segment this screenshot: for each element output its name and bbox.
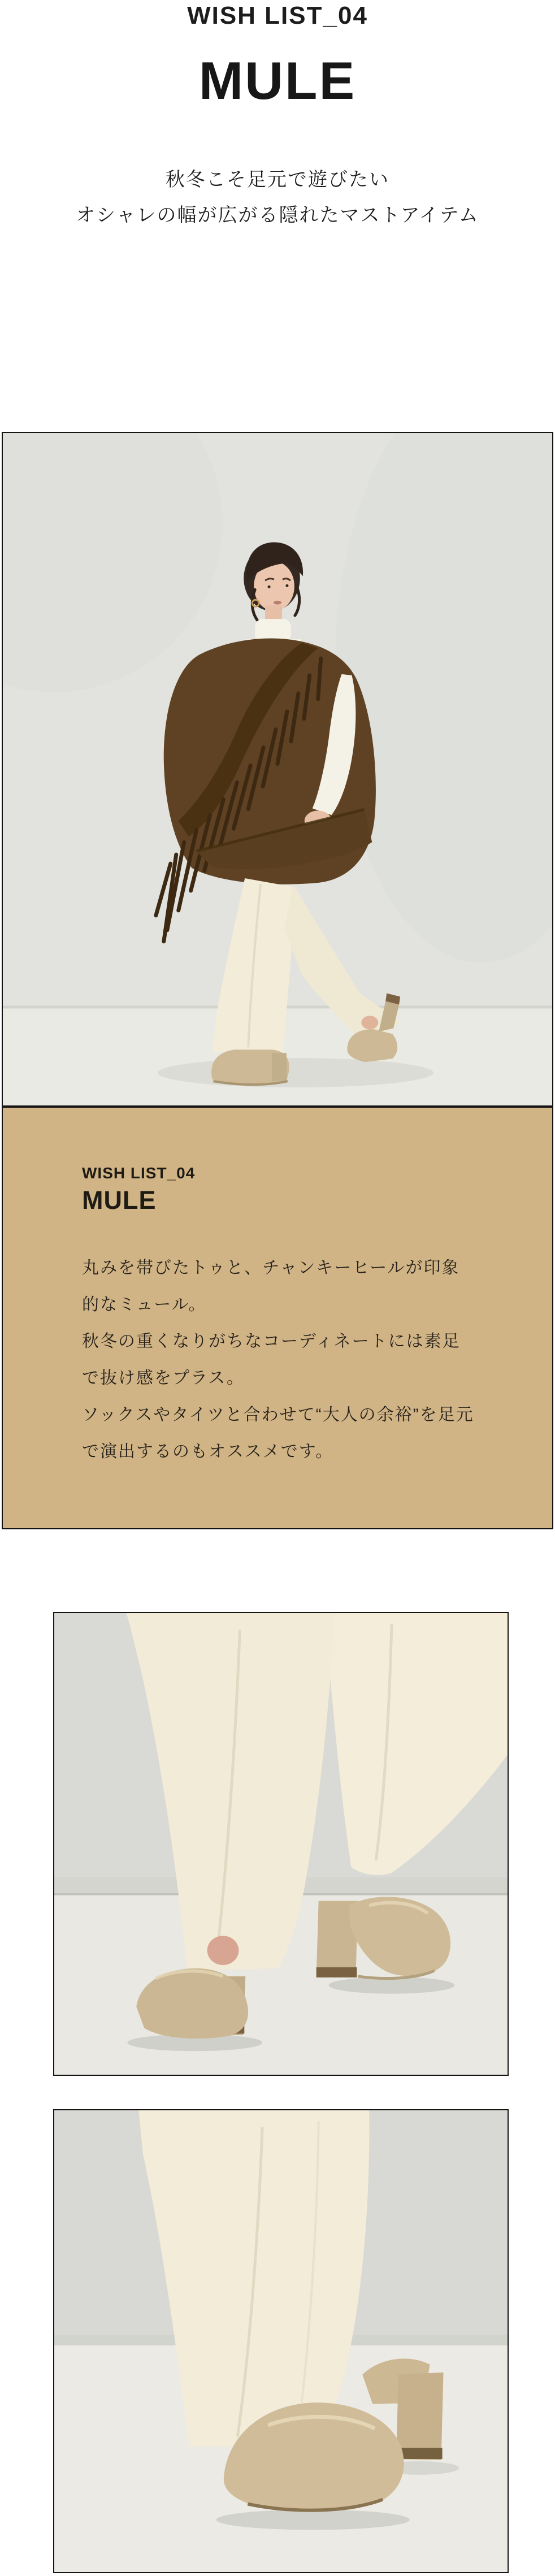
shadow	[216, 2510, 410, 2530]
card-body-line: 秋冬の重くなりがちなコーディネートには素足	[82, 1332, 461, 1351]
feature-card	[2, 1107, 553, 1529]
photo-mules-closeup-illustration	[54, 2110, 508, 2572]
mule-back	[347, 1029, 397, 1062]
photo-mules-side-illustration	[54, 1613, 508, 2075]
heel-skin	[361, 1016, 378, 1029]
photo-mules-side	[53, 1612, 509, 2076]
photo-mules-closeup	[53, 2109, 509, 2573]
card-body-line: 丸みを帯びたトゥと、チャンキーヒールが印象	[82, 1259, 460, 1277]
page-title: MULE	[198, 51, 357, 110]
card-body-line: で抜け感をプラス。	[82, 1369, 245, 1387]
heel-skin	[207, 1936, 239, 1965]
header-subtitle-line-2: オシャレの幅が広がる隠れたマストアイテム	[76, 205, 479, 226]
header-subtitle-line-1: 秋冬こそ足元で遊びたい	[166, 169, 389, 190]
photo-model-full-look	[2, 432, 553, 1107]
header-eyebrow: WISH LIST_04	[187, 2, 368, 29]
card-title: MULE	[82, 1186, 157, 1215]
photo-model-illustration	[3, 433, 552, 1105]
card-body-line: 的なミュール。	[82, 1295, 207, 1314]
card-body-line: で演出するのもオススメです。	[82, 1442, 334, 1461]
floor-shadow	[158, 1058, 433, 1087]
card-eyebrow: WISH LIST_04	[82, 1164, 196, 1182]
card-body-line: ソックスやタイツと合わせて“大人の余裕”を足元	[82, 1406, 474, 1424]
mule-back-heel	[396, 2373, 444, 2460]
lips	[274, 601, 281, 605]
